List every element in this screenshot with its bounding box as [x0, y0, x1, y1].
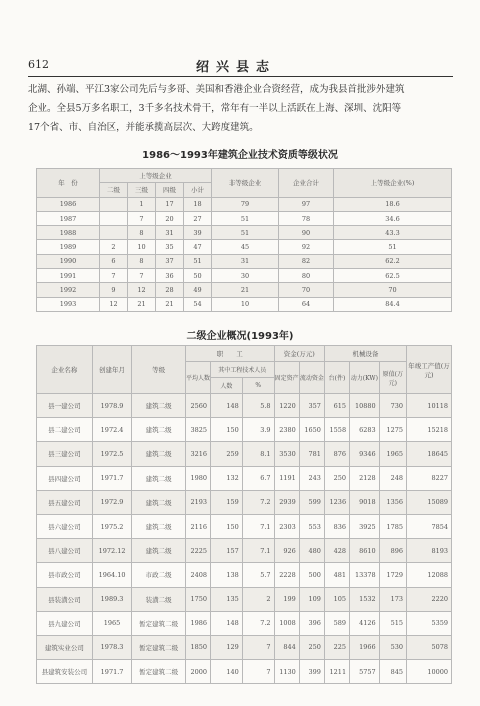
table-cell: 3925 [350, 514, 380, 538]
table-cell: 县三建公司 [37, 442, 93, 466]
table-cell: 64 [279, 297, 334, 311]
table-cell: 36 [156, 269, 184, 283]
col-eq-units: 台(件) [324, 362, 349, 394]
table-cell: 1990 [37, 254, 100, 268]
table-cell: 31 [212, 254, 279, 268]
table-cell: 2116 [185, 514, 210, 538]
table-cell: 7 [242, 660, 274, 684]
table-cell: 1988 [37, 226, 100, 240]
table-cell: 3.9 [242, 418, 274, 442]
table-cell: 1 [128, 197, 156, 211]
table-cell: 1275 [379, 418, 406, 442]
table-cell: 8227 [407, 466, 452, 490]
table-cell: 781 [299, 442, 324, 466]
table-cell: 7.1 [242, 514, 274, 538]
table-cell: 10000 [407, 660, 452, 684]
col-eng-pct: % [242, 378, 274, 394]
table-cell: 1980 [185, 466, 210, 490]
table-cell: 县四建公司 [37, 466, 93, 490]
table-cell: 2303 [274, 514, 299, 538]
table-cell: 县八建公司 [37, 539, 93, 563]
table-cell: 51 [184, 254, 212, 268]
table-cell: 1978.9 [92, 394, 131, 418]
table-cell: 1972.9 [92, 490, 131, 514]
table-cell [100, 211, 128, 225]
table-row [37, 563, 452, 587]
col-non-graded: 非等级企业 [212, 169, 279, 198]
table-cell: 2 [100, 240, 128, 254]
col-grade: 等级 [132, 346, 186, 394]
grade2-enterprises-table [36, 345, 452, 684]
table-row [37, 442, 452, 466]
table-row [37, 297, 452, 311]
table-cell: 140 [211, 660, 243, 684]
table-cell: 84.4 [334, 297, 452, 311]
table-cell: 97 [279, 197, 334, 211]
table-cell: 5757 [350, 660, 380, 684]
table-row [37, 635, 452, 659]
table-cell: 30 [212, 269, 279, 283]
table-row [37, 660, 452, 684]
book-title: 绍兴县志 [196, 60, 277, 75]
col-eq-power: 动力(KW) [350, 362, 380, 394]
table-cell: 138 [211, 563, 243, 587]
col-group-capital: 资金(万元) [274, 346, 324, 362]
table-cell: 建筑二级 [132, 394, 186, 418]
table-row [37, 394, 452, 418]
table-cell: 80 [279, 269, 334, 283]
table-cell: 1971.7 [92, 466, 131, 490]
table-cell: 109 [299, 587, 324, 611]
table-cell: 836 [324, 514, 349, 538]
col-subtotal: 小计 [184, 183, 212, 197]
table-cell: 31 [156, 226, 184, 240]
table-cell: 县九建公司 [37, 611, 93, 635]
table-cell: 5078 [407, 635, 452, 659]
table-cell: 51 [212, 226, 279, 240]
table-row [37, 197, 452, 211]
table-cell: 建筑实业公司 [37, 635, 93, 659]
table-cell: 2128 [350, 466, 380, 490]
table-cell: 2228 [274, 563, 299, 587]
table-cell: 1211 [324, 660, 349, 684]
table-cell: 43.3 [334, 226, 452, 240]
table-cell: 78 [279, 211, 334, 225]
table-cell: 1785 [379, 514, 406, 538]
table-cell: 7 [242, 635, 274, 659]
table-row [37, 587, 452, 611]
table-cell: 1729 [379, 563, 406, 587]
table-cell: 7.1 [242, 539, 274, 563]
table-cell: 39 [184, 226, 212, 240]
table-cell: 845 [379, 660, 406, 684]
table-cell: 1220 [274, 394, 299, 418]
table-cell: 装潢二级 [132, 587, 186, 611]
table-cell: 199 [274, 587, 299, 611]
table-cell: 20 [156, 211, 184, 225]
col-group-engineers: 其中工程技术人员 [211, 362, 275, 378]
table-cell: 2408 [185, 563, 210, 587]
table-cell: 市政二级 [132, 563, 186, 587]
table-cell: 27 [184, 211, 212, 225]
table-row [37, 240, 452, 254]
table-cell: 7.2 [242, 611, 274, 635]
table-cell: 248 [379, 466, 406, 490]
table2-caption: 二级企业概况(1993年) [186, 331, 294, 342]
table-cell: 90 [279, 226, 334, 240]
table-cell: 18645 [407, 442, 452, 466]
table-cell: 县市政公司 [37, 563, 93, 587]
page-header [28, 58, 453, 76]
table-cell: 2220 [407, 587, 452, 611]
table-cell: 1965 [379, 442, 406, 466]
table-cell: 896 [379, 539, 406, 563]
table-cell: 135 [211, 587, 243, 611]
table-row [37, 418, 452, 442]
table-row [37, 269, 452, 283]
table-cell: 428 [324, 539, 349, 563]
col-group-graded: 上等级企业 [100, 169, 212, 183]
table-cell: 37 [156, 254, 184, 268]
table-cell: 1989 [37, 240, 100, 254]
table-cell: 3825 [185, 418, 210, 442]
col-enterprise-name: 企业名称 [37, 346, 93, 394]
table-cell: 1966 [350, 635, 380, 659]
table-cell: 9346 [350, 442, 380, 466]
table-cell: 51 [212, 211, 279, 225]
table-cell: 1558 [324, 418, 349, 442]
table-cell: 157 [211, 539, 243, 563]
table-cell: 1975.2 [92, 514, 131, 538]
table-cell: 12088 [407, 563, 452, 587]
table-cell: 13378 [350, 563, 380, 587]
table-cell: 1972.5 [92, 442, 131, 466]
table-cell: 50 [184, 269, 212, 283]
table-cell: 599 [299, 490, 324, 514]
table-cell: 建筑二级 [132, 539, 186, 563]
table-cell: 10880 [350, 394, 380, 418]
table-cell: 35 [156, 240, 184, 254]
table-cell: 暂定建筑二级 [132, 611, 186, 635]
table-cell: 4126 [350, 611, 380, 635]
table-cell: 132 [211, 466, 243, 490]
table-cell: 259 [211, 442, 243, 466]
table-cell: 2 [242, 587, 274, 611]
col-fixed-assets: 固定资产 [274, 362, 299, 394]
table-row [37, 611, 452, 635]
table-cell: 615 [324, 394, 349, 418]
table-cell: 8610 [350, 539, 380, 563]
col-year: 年 份 [37, 169, 100, 198]
table-cell: 530 [379, 635, 406, 659]
table-cell: 县二建公司 [37, 418, 93, 442]
header-rule [28, 76, 453, 77]
table-cell: 1978.3 [92, 635, 131, 659]
table-cell: 1993 [37, 297, 100, 311]
table-cell: 2193 [185, 490, 210, 514]
table-cell: 225 [324, 635, 349, 659]
table-cell: 1532 [350, 587, 380, 611]
table-cell: 3530 [274, 442, 299, 466]
table-row [37, 466, 452, 490]
paragraph-line: 北湖、孙端、平江3家公司先后与多哥、美国和香港企业合资经营，成为我县首批涉外建筑 [28, 84, 405, 95]
col-ratio: 上等级企业(%) [334, 169, 452, 198]
table-cell: 18.6 [334, 197, 452, 211]
col-grade2: 二级 [100, 183, 128, 197]
table-cell: 500 [299, 563, 324, 587]
table-cell: 5.7 [242, 563, 274, 587]
table-cell: 51 [334, 240, 452, 254]
table-cell: 148 [211, 611, 243, 635]
table-cell: 79 [212, 197, 279, 211]
table-cell: 18 [184, 197, 212, 211]
table-cell: 1750 [185, 587, 210, 611]
table-cell: 6283 [350, 418, 380, 442]
table-cell: 54 [184, 297, 212, 311]
table-cell: 3216 [185, 442, 210, 466]
table-cell: 1972.12 [92, 539, 131, 563]
table-cell: 2939 [274, 490, 299, 514]
table-cell: 844 [274, 635, 299, 659]
table-cell: 515 [379, 611, 406, 635]
table-cell: 1191 [274, 466, 299, 490]
table-cell: 建筑二级 [132, 466, 186, 490]
table-row [37, 539, 452, 563]
table-cell: 589 [324, 611, 349, 635]
table-cell: 1130 [274, 660, 299, 684]
table-cell: 70 [279, 283, 334, 297]
paragraph-line: 17个省、市、自治区，并能承揽高层次、大跨度建筑。 [28, 122, 259, 133]
table-cell: 暂定建筑二级 [132, 660, 186, 684]
table-cell: 150 [211, 418, 243, 442]
table-cell: 21 [128, 297, 156, 311]
table-cell: 2560 [185, 394, 210, 418]
table-cell: 暂定建筑二级 [132, 635, 186, 659]
col-founded: 创建年月 [92, 346, 131, 394]
table-cell: 5359 [407, 611, 452, 635]
table-cell: 6 [100, 254, 128, 268]
table-cell: 1971.7 [92, 660, 131, 684]
table-cell: 县五建公司 [37, 490, 93, 514]
table-cell: 173 [379, 587, 406, 611]
table-cell: 1986 [185, 611, 210, 635]
table-cell: 17 [156, 197, 184, 211]
table-row [37, 490, 452, 514]
table-cell: 8193 [407, 539, 452, 563]
table-cell: 1986 [37, 197, 100, 211]
table-cell: 5.8 [242, 394, 274, 418]
table-cell: 2380 [274, 418, 299, 442]
col-avg-staff: 平均人数 [185, 362, 210, 394]
table-cell: 6.7 [242, 466, 274, 490]
table-cell: 481 [324, 563, 349, 587]
table-cell: 1987 [37, 211, 100, 225]
table-cell: 148 [211, 394, 243, 418]
table-cell: 159 [211, 490, 243, 514]
table-row [37, 514, 452, 538]
table-cell: 250 [299, 635, 324, 659]
table-cell: 7 [100, 269, 128, 283]
table-cell: 396 [299, 611, 324, 635]
table-cell: 2225 [185, 539, 210, 563]
table-cell: 建筑二级 [132, 418, 186, 442]
table-cell: 1992 [37, 283, 100, 297]
table-cell: 10 [212, 297, 279, 311]
table-cell: 15089 [407, 490, 452, 514]
table-cell [100, 197, 128, 211]
table-cell: 8.1 [242, 442, 274, 466]
table-cell: 876 [324, 442, 349, 466]
table-cell: 2000 [185, 660, 210, 684]
table-row [37, 254, 452, 268]
table-cell: 7.2 [242, 490, 274, 514]
table-cell: 县六建公司 [37, 514, 93, 538]
col-eng-count: 人数 [211, 378, 243, 394]
table-cell: 10118 [407, 394, 452, 418]
table-cell: 250 [324, 466, 349, 490]
table-cell: 1991 [37, 269, 100, 283]
table-cell: 县一建公司 [37, 394, 93, 418]
table-row [37, 226, 452, 240]
page-number: 612 [28, 58, 49, 71]
table-row [37, 211, 452, 225]
table-cell: 1989.3 [92, 587, 131, 611]
table-cell: 1008 [274, 611, 299, 635]
table-cell [100, 226, 128, 240]
table-cell: 28 [156, 283, 184, 297]
table-cell: 357 [299, 394, 324, 418]
table-cell: 45 [212, 240, 279, 254]
table-cell: 7 [128, 211, 156, 225]
table-cell: 34.6 [334, 211, 452, 225]
table-cell: 480 [299, 539, 324, 563]
table-cell: 9018 [350, 490, 380, 514]
col-eq-value: 原值(万元) [379, 362, 406, 394]
table-cell: 92 [279, 240, 334, 254]
table-cell: 62.2 [334, 254, 452, 268]
table-cell: 21 [156, 297, 184, 311]
table-cell: 县建筑安装公司 [37, 660, 93, 684]
table-row [37, 283, 452, 297]
table-cell: 1965 [92, 611, 131, 635]
table-cell: 926 [274, 539, 299, 563]
col-working-capital: 流动资金 [299, 362, 324, 394]
table-cell: 105 [324, 587, 349, 611]
table1-caption: 1986～1993年建筑企业技术资质等级状况 [142, 150, 338, 161]
col-grade4: 四级 [156, 183, 184, 197]
table-cell: 47 [184, 240, 212, 254]
table-cell: 243 [299, 466, 324, 490]
table-cell: 8 [128, 254, 156, 268]
table-cell: 1972.4 [92, 418, 131, 442]
table-cell: 553 [299, 514, 324, 538]
table-cell: 1850 [185, 635, 210, 659]
table-cell: 10 [128, 240, 156, 254]
table-cell: 9 [100, 283, 128, 297]
col-total: 企业合计 [279, 169, 334, 198]
table-cell: 62.5 [334, 269, 452, 283]
table-cell: 49 [184, 283, 212, 297]
table-cell: 县装潢公司 [37, 587, 93, 611]
table-cell: 399 [299, 660, 324, 684]
table-cell: 12 [128, 283, 156, 297]
table-cell: 150 [211, 514, 243, 538]
table-cell: 建筑二级 [132, 490, 186, 514]
table-cell: 21 [212, 283, 279, 297]
paragraph-line: 企业。全县5万多名职工，3千多名技术骨干，常年有一半以上活跃在上海、深圳、沈阳等 [28, 103, 402, 114]
table-cell: 7854 [407, 514, 452, 538]
body-paragraph [28, 80, 453, 137]
table-cell: 82 [279, 254, 334, 268]
table-cell: 70 [334, 283, 452, 297]
grade-status-table [36, 168, 452, 312]
table-cell: 8 [128, 226, 156, 240]
table-cell: 15218 [407, 418, 452, 442]
table-cell: 1964.10 [92, 563, 131, 587]
table-cell: 1236 [324, 490, 349, 514]
table-cell: 1650 [299, 418, 324, 442]
col-output: 年竣工产值(万元) [407, 346, 452, 394]
col-group-equipment: 机械设备 [324, 346, 406, 362]
col-group-staff: 职 工 [185, 346, 274, 362]
col-grade3: 三级 [128, 183, 156, 197]
table-cell: 建筑二级 [132, 442, 186, 466]
table-cell: 730 [379, 394, 406, 418]
table-cell: 建筑二级 [132, 514, 186, 538]
table-cell: 7 [128, 269, 156, 283]
table-cell: 12 [100, 297, 128, 311]
table-cell: 1356 [379, 490, 406, 514]
table-cell: 129 [211, 635, 243, 659]
